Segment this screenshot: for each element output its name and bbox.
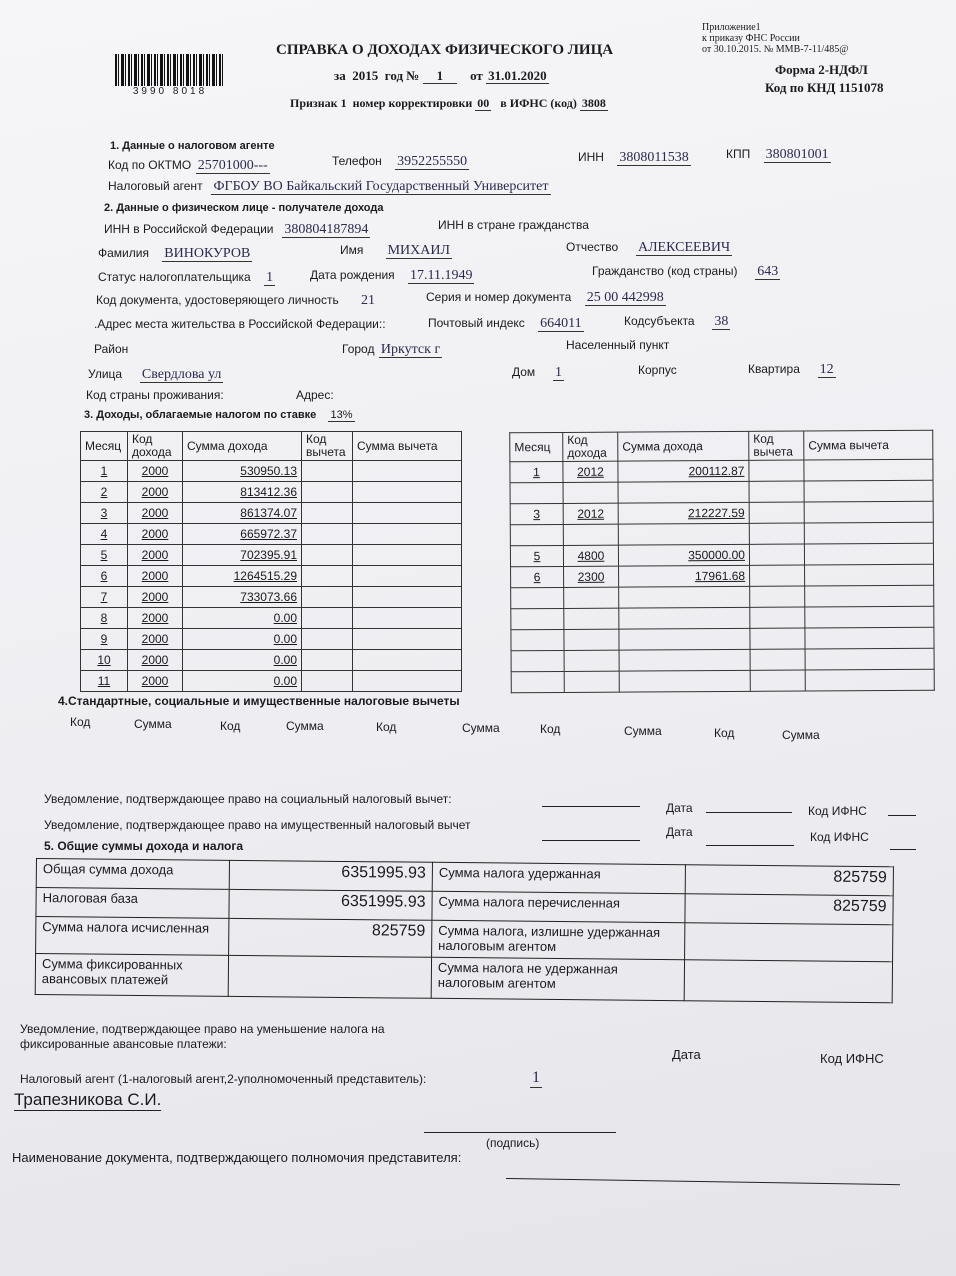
income-sum-cell: 17961.68 <box>619 565 750 587</box>
transferred-label: Сумма налога перечисленная <box>432 891 685 922</box>
col-income-sum: Сумма дохода <box>618 431 749 461</box>
income-code-cell: 4800 <box>563 545 618 566</box>
appendix-line-3: от 30.10.2015. № ММВ-7-11/485@ <box>702 44 849 55</box>
income-row <box>511 627 934 651</box>
footer-ifns-label: Код ИФНС <box>820 1051 884 1066</box>
year-label: за <box>334 68 346 83</box>
citizenship-value: 643 <box>757 264 779 279</box>
deduction-sum-cell <box>353 608 462 629</box>
deduction-sum-cell <box>804 522 933 544</box>
agent-name-value: ФГБОУ ВО Байкальский Государственный Университет <box>213 179 549 194</box>
income-row <box>511 669 934 693</box>
tax-calc-label: Сумма налога исчисленная <box>36 917 229 956</box>
social-notice-line <box>542 806 640 807</box>
month-cell: 9 <box>81 629 128 650</box>
section-3-label: 3. Доходы, облагаемые налогом по ставке <box>84 409 317 421</box>
property-date-line <box>706 845 794 846</box>
income-sum-cell: 861374.07 <box>183 503 302 524</box>
income-code-cell <box>564 608 619 629</box>
sign-label: Признак 1 <box>290 96 347 110</box>
income-row <box>81 671 462 692</box>
citizenship-field <box>592 262 780 280</box>
kpp-value: 380801001 <box>765 147 829 162</box>
deduction-code-cell <box>302 650 353 671</box>
col-income-code: Код дохода <box>563 432 618 461</box>
status-label: Статус налогоплательщика <box>98 270 251 284</box>
deduction-code-5: Код <box>714 726 735 740</box>
knd-code: Код по КНД 1151078 <box>765 80 884 95</box>
doc-num-field <box>426 288 666 306</box>
deduction-code-cell <box>302 566 353 587</box>
income-code-cell: 2000 <box>128 566 183 587</box>
deduction-sum-cell <box>353 461 462 482</box>
deduction-code-3: Код <box>376 720 397 734</box>
deduction-code-cell <box>749 544 804 565</box>
flat-label: Квартира <box>748 362 800 376</box>
birth-label: Дата рождения <box>310 268 395 282</box>
form-name: Форма 2-НДФЛ <box>775 62 868 77</box>
deduction-sum-5: Сумма <box>782 728 820 742</box>
deduction-code-4: Код <box>540 722 561 736</box>
postal-value: 664011 <box>540 316 582 331</box>
doc-code-value: 21 <box>360 293 375 308</box>
street-field <box>88 365 223 383</box>
month-cell: 1 <box>510 461 563 482</box>
sign-line <box>290 96 608 111</box>
income-code-cell: 2000 <box>128 650 183 671</box>
deduction-sum-cell <box>805 627 934 649</box>
social-ifns-label: Код ИФНС <box>808 804 867 818</box>
deduction-sum-cell <box>805 585 934 607</box>
income-code-cell: 2000 <box>128 482 183 503</box>
deduction-code-cell <box>750 586 805 607</box>
income-sum-cell: 350000.00 <box>618 544 749 566</box>
income-code-cell <box>564 650 619 671</box>
income-code-cell: 2000 <box>128 545 183 566</box>
income-row <box>511 585 934 609</box>
status-field <box>98 268 275 286</box>
kpp-label: КПП <box>726 147 751 161</box>
income-row <box>81 629 462 650</box>
deduction-sum-cell <box>804 543 933 565</box>
income-code-cell: 2300 <box>564 566 619 587</box>
page-title: СПРАВКА О ДОХОДАХ ФИЗИЧЕСКОГО ЛИЦА <box>276 42 614 58</box>
surname-value: ВИНОКУРОВ <box>164 246 251 261</box>
income-row <box>81 503 462 524</box>
deduction-code-cell <box>302 545 353 566</box>
tax-rate: 13% <box>330 409 353 421</box>
deduction-code-cell <box>302 503 353 524</box>
fixed-payments-label: Сумма фиксированных авансовых платежей <box>35 954 228 997</box>
income-row <box>81 608 462 629</box>
income-table-header <box>81 432 462 461</box>
withheld-value: 825759 <box>685 865 893 896</box>
building-label: Корпус <box>638 363 677 377</box>
col-deduction-sum: Сумма вычета <box>804 430 933 460</box>
person-inn-field <box>104 220 370 238</box>
deduction-sum-cell <box>353 545 462 566</box>
status-value: 1 <box>266 270 274 285</box>
income-sum-cell: 212227.59 <box>618 502 749 524</box>
section-4-title: 4.Стандартные, социальные и имущественные налоговые вычеты <box>58 694 460 708</box>
section-3-title <box>84 409 355 421</box>
income-code-cell: 2000 <box>128 524 183 545</box>
income-table-right <box>509 430 935 694</box>
street-value: Свердлова ул <box>141 367 222 382</box>
month-cell: 6 <box>81 566 128 587</box>
income-code-cell: 2000 <box>128 587 183 608</box>
certificate-number: 1 <box>423 68 458 84</box>
income-row <box>511 648 934 672</box>
deduction-sum-cell <box>804 501 933 523</box>
agent-inn-value: 3808011538 <box>619 150 689 165</box>
col-income-sum: Сумма дохода <box>183 432 302 461</box>
income-sum-cell: 0.00 <box>183 671 302 692</box>
ifns-label: в ИФНС (код) <box>500 96 577 110</box>
deduction-sum-cell <box>353 524 462 545</box>
representative-doc-label: Наименование документа, подтверждающего полномочия представителя: <box>12 1150 462 1165</box>
property-notice-line <box>542 840 640 841</box>
month-cell: 7 <box>81 587 128 608</box>
fixed-payments-value <box>228 955 431 998</box>
year-value: 2015 <box>352 68 379 83</box>
postal-field <box>428 314 584 332</box>
citizenship-label: Гражданство (код страны) <box>592 264 738 278</box>
income-code-cell <box>564 671 619 692</box>
deduction-sum-cell <box>353 671 462 692</box>
deduction-code-cell <box>750 628 805 649</box>
income-row <box>81 650 462 671</box>
income-row <box>510 459 933 483</box>
deduction-code-cell <box>302 482 353 503</box>
reduce-notice: Уведомление, подтверждающее право на уменьшение налога на фиксированные авансовые платежи: <box>20 1022 385 1051</box>
deduction-sum-cell <box>353 503 462 524</box>
excess-value <box>685 923 893 962</box>
month-cell: 4 <box>81 524 128 545</box>
person-inn-label: ИНН в Российской Федерации <box>104 222 274 236</box>
section-1-title: 1. Данные о налоговом агенте <box>110 140 275 152</box>
deduction-code-cell <box>750 670 805 691</box>
deduction-code-cell <box>302 671 353 692</box>
month-cell: 6 <box>511 566 564 587</box>
transferred-value: 825759 <box>685 894 893 925</box>
agent-name-field <box>108 177 551 195</box>
income-row <box>81 461 462 482</box>
month-cell: 3 <box>81 503 128 524</box>
not-withheld-label: Сумма налога не удержанная налоговым агентом <box>431 957 684 1000</box>
income-code-cell: 2000 <box>128 503 183 524</box>
tax-base-label: Налоговая база <box>36 888 229 919</box>
income-code-cell: 2000 <box>128 608 183 629</box>
income-sum-cell: 0.00 <box>183 650 302 671</box>
doc-num-label: Серия и номер документа <box>426 290 572 304</box>
tax-calc-value: 825759 <box>229 918 432 957</box>
agent-inn-label: ИНН <box>578 150 604 164</box>
signature-caption: (подпись) <box>486 1136 540 1150</box>
income-row <box>81 545 462 566</box>
barcode <box>115 54 225 96</box>
month-cell: 1 <box>81 461 128 482</box>
ifns-value: 3808 <box>581 96 606 110</box>
patronymic-label: Отчество <box>566 240 619 254</box>
deduction-code-1: Код <box>70 715 91 729</box>
income-code-cell: 2000 <box>128 671 183 692</box>
income-sum-cell: 530950.13 <box>183 461 302 482</box>
social-notice: Уведомление, подтверждающее право на социальный налоговый вычет: <box>44 792 452 806</box>
foreign-inn-label: ИНН в стране гражданства <box>438 218 589 232</box>
country-label: Код страны проживания: <box>86 388 224 402</box>
deduction-sum-cell <box>353 629 462 650</box>
person-inn-value: 380804187894 <box>284 222 369 237</box>
income-row <box>510 480 933 504</box>
income-row <box>81 587 462 608</box>
deduction-sum-cell <box>353 566 462 587</box>
agent-inn-field <box>578 148 691 166</box>
month-cell: 8 <box>81 608 128 629</box>
district-label: Район <box>94 342 129 356</box>
total-income-value: 6351995.93 <box>229 860 432 891</box>
appendix-line-1: Приложение1 <box>702 22 761 33</box>
income-sum-cell <box>619 628 750 650</box>
month-cell: 2 <box>81 482 128 503</box>
property-ifns-label: Код ИФНС <box>810 830 869 844</box>
oktmo-label: Код по ОКТМО <box>108 158 192 172</box>
income-sum-cell: 0.00 <box>183 608 302 629</box>
month-cell <box>511 629 564 650</box>
income-sum-cell <box>619 586 750 608</box>
income-sum-cell <box>618 523 749 545</box>
oktmo-value: 25701000--- <box>197 158 268 173</box>
region-value: 38 <box>714 314 729 329</box>
income-code-cell: 2000 <box>128 461 183 482</box>
month-cell: 5 <box>81 545 128 566</box>
phone-label: Телефон <box>332 154 382 168</box>
income-sum-cell <box>619 649 750 671</box>
patronymic-field <box>566 238 732 256</box>
not-withheld-value <box>684 960 892 1003</box>
year-suffix: год № <box>384 68 420 83</box>
doc-code-field <box>96 291 375 309</box>
house-value: 1 <box>554 365 562 380</box>
totals-row-4 <box>35 954 892 1003</box>
income-code-cell <box>563 524 618 545</box>
agent-type-label: Налоговый агент (1-налоговый агент,2-уполномоченный представитель): <box>20 1072 427 1086</box>
postal-label: Почтовый индекс <box>428 316 525 330</box>
appendix-note <box>702 22 849 55</box>
income-row <box>511 606 934 630</box>
deduction-code-cell <box>302 629 353 650</box>
deduction-code-cell <box>749 481 804 502</box>
kpp-field <box>726 145 831 163</box>
deduction-sum-cell <box>804 480 933 502</box>
house-field <box>512 363 564 381</box>
deduction-sum-cell <box>805 648 934 670</box>
deduction-code-cell <box>750 649 805 670</box>
deduction-sum-cell <box>805 669 934 691</box>
property-notice: Уведомление, подтверждающее право на имущественный налоговый вычет <box>44 818 471 832</box>
section-2-title: 2. Данные о физическом лице - получателе дохода <box>104 202 384 214</box>
totals-table <box>35 858 894 1003</box>
col-month: Месяц <box>510 432 563 461</box>
deduction-sum-cell <box>353 587 462 608</box>
deduction-code-cell <box>302 587 353 608</box>
deduction-code-cell <box>749 523 804 544</box>
income-sum-cell <box>619 670 750 692</box>
barcode-number: 3990 8018 <box>132 86 208 97</box>
month-cell: 10 <box>81 650 128 671</box>
appendix-line-2: к приказу ФНС России <box>702 33 800 44</box>
signer-name: Трапезникова С.И. <box>14 1090 162 1109</box>
footer-date-label: Дата <box>672 1047 701 1062</box>
col-deduction-code: Код вычета <box>302 432 353 461</box>
deduction-code-cell <box>749 502 804 523</box>
income-code-cell <box>564 629 619 650</box>
city-field <box>342 340 442 358</box>
region-field <box>624 312 730 330</box>
year-line <box>334 68 549 84</box>
name-label: Имя <box>340 243 364 257</box>
address2-label: Адрес: <box>296 388 334 402</box>
col-deduction-code: Код вычета <box>749 431 804 460</box>
agent-type-field <box>20 1070 426 1088</box>
flat-value: 12 <box>819 362 834 377</box>
income-row <box>511 564 934 588</box>
col-deduction-sum: Сумма вычета <box>353 432 462 461</box>
deduction-code-cell <box>302 608 353 629</box>
income-code-cell: 2012 <box>563 503 618 524</box>
social-date-label: Дата <box>666 801 693 815</box>
deduction-sum-cell <box>804 459 933 481</box>
tax-base-value: 6351995.93 <box>229 889 432 920</box>
deduction-sum-cell <box>805 564 934 586</box>
locality-label: Населенный пункт <box>566 338 670 352</box>
month-cell: 5 <box>510 545 563 566</box>
certificate-date: 31.01.2020 <box>488 68 547 83</box>
deduction-sum-cell <box>805 606 934 628</box>
col-month: Месяц <box>81 432 128 461</box>
correction-label: номер корректировки <box>352 96 473 110</box>
deduction-sum-1: Сумма <box>134 717 172 731</box>
section-5-title: 5. Общие суммы дохода и налога <box>44 839 244 853</box>
month-cell <box>511 650 564 671</box>
income-code-cell: 2000 <box>128 629 183 650</box>
surname-label: Фамилия <box>98 246 149 260</box>
income-row <box>81 524 462 545</box>
income-code-cell: 2012 <box>563 461 618 482</box>
income-row <box>510 543 933 567</box>
deduction-code-2: Код <box>220 719 241 733</box>
income-sum-cell <box>618 481 749 503</box>
month-cell: 3 <box>510 503 563 524</box>
withheld-label: Сумма налога удержанная <box>432 862 685 893</box>
date-label: от <box>470 68 483 83</box>
birth-field <box>310 266 474 284</box>
income-sum-cell: 733073.66 <box>183 587 302 608</box>
deduction-sum-2: Сумма <box>286 719 324 733</box>
address-label: .Адрес места жительства в Российской Федерации:: <box>94 317 386 331</box>
surname-field <box>98 244 252 262</box>
house-label: Дом <box>512 365 536 379</box>
birth-value: 17.11.1949 <box>410 268 473 283</box>
income-sum-cell: 702395.91 <box>183 545 302 566</box>
deduction-sum-cell <box>353 482 462 503</box>
income-sum-cell: 1264515.29 <box>183 566 302 587</box>
col-income-code: Код дохода <box>128 432 183 461</box>
excess-label: Сумма налога, излишне удержанная налоговым агентом <box>432 920 685 959</box>
agent-name-label: Налоговый агент <box>108 179 203 193</box>
income-sum-cell: 813412.36 <box>183 482 302 503</box>
city-value: Иркутск г <box>380 342 441 357</box>
social-date-line <box>706 812 792 813</box>
property-ifns-line <box>890 849 916 850</box>
income-row <box>81 482 462 503</box>
social-ifns-line <box>888 815 916 816</box>
month-cell <box>511 671 564 692</box>
month-cell <box>510 524 563 545</box>
signature-line <box>424 1132 616 1133</box>
representative-doc-line <box>506 1178 900 1185</box>
income-sum-cell: 200112.87 <box>618 460 749 482</box>
income-sum-cell: 665972.37 <box>183 524 302 545</box>
deduction-sum-cell <box>353 650 462 671</box>
income-row <box>81 566 462 587</box>
phone-value: 3952255550 <box>397 154 468 169</box>
patronymic-value: АЛЕКСЕЕВИЧ <box>637 240 731 255</box>
income-code-cell <box>563 482 618 503</box>
street-label: Улица <box>88 367 123 381</box>
barcode-bars <box>115 54 225 86</box>
deduction-code-cell <box>302 461 353 482</box>
flat-field <box>748 360 836 378</box>
deduction-code-cell <box>749 460 804 481</box>
doc-code-label: Код документа, удостоверяющего личность <box>96 293 339 307</box>
phone-field <box>332 152 469 170</box>
income-table-left <box>80 431 462 692</box>
deduction-code-cell <box>750 565 805 586</box>
total-income-label: Общая сумма дохода <box>36 859 229 890</box>
income-table-header <box>510 430 933 462</box>
name-field <box>340 241 452 259</box>
property-date-label: Дата <box>666 825 693 839</box>
month-cell <box>511 587 564 608</box>
month-cell <box>511 608 564 629</box>
income-row <box>510 501 933 525</box>
city-label: Город <box>342 342 375 356</box>
deduction-sum-3: Сумма <box>462 721 500 735</box>
income-row <box>510 522 933 546</box>
oktmo-field <box>108 156 270 174</box>
income-code-cell <box>564 587 619 608</box>
deduction-code-cell <box>750 607 805 628</box>
deduction-sum-4: Сумма <box>624 724 662 738</box>
region-label: Кодсубъекта <box>624 314 695 328</box>
agent-type-value: 1 <box>532 1069 540 1086</box>
income-sum-cell <box>619 607 750 629</box>
name-value: МИХАИЛ <box>387 243 450 258</box>
month-cell: 11 <box>81 671 128 692</box>
correction-value: 00 <box>477 96 490 110</box>
deduction-code-cell <box>302 524 353 545</box>
income-sum-cell: 0.00 <box>183 629 302 650</box>
doc-num-value: 25 00 442998 <box>586 290 664 305</box>
month-cell <box>510 482 563 503</box>
